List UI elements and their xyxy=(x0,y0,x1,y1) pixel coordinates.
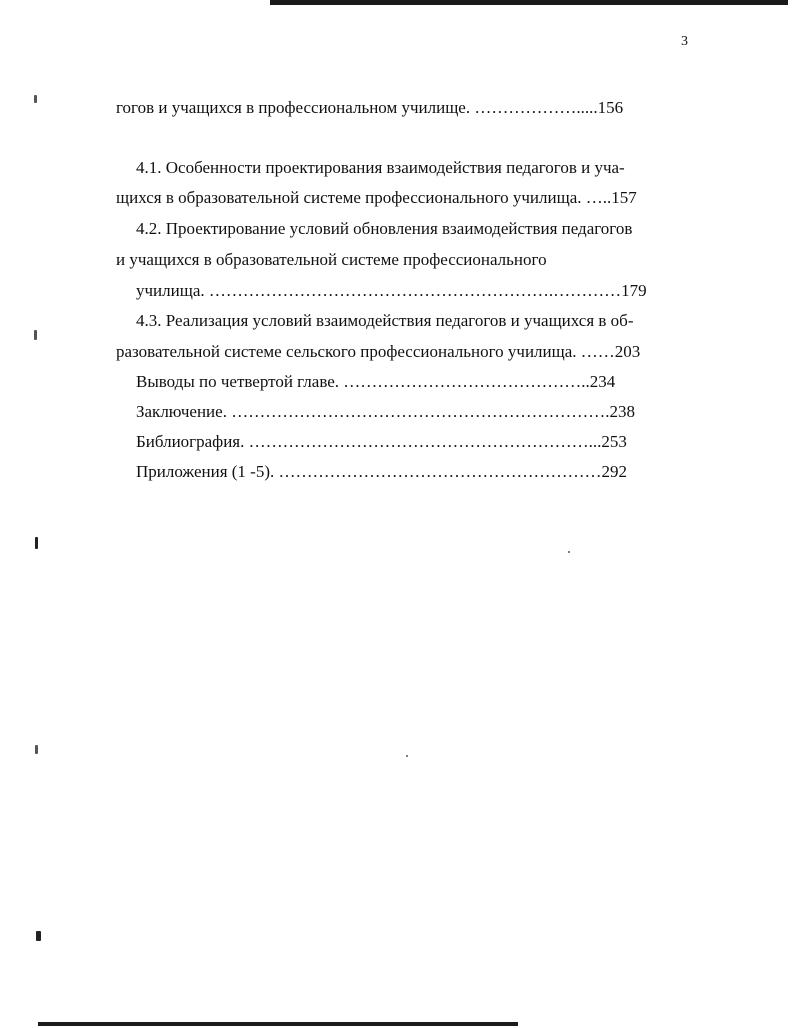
toc-entry-4-2-line-2: и учащихся в образовательной системе профессионального xyxy=(116,250,547,269)
scan-artifact xyxy=(35,537,38,549)
scan-artifact xyxy=(35,745,38,754)
page-number: 3 xyxy=(681,34,688,49)
bottom-border-rule xyxy=(38,1022,518,1026)
toc-entry-4-2-line-1: 4.2. Проектирование условий обновления взаимодействия педагогов xyxy=(136,219,633,238)
scan-artifact xyxy=(406,755,408,757)
scan-artifact xyxy=(36,931,41,941)
toc-entry-appendices: Приложения (1 -5). …………………………………………………292 xyxy=(136,462,627,481)
toc-entry-conclusion: Заключение. ………………………………………………………….238 xyxy=(136,402,635,421)
scan-artifact xyxy=(34,95,37,103)
scan-artifact xyxy=(568,551,570,553)
toc-entry-bibliography: Библиография. ……………………………………………………...253 xyxy=(136,432,627,451)
toc-entry-conclusions: Выводы по четвертой главе. ……………………………………..234 xyxy=(136,372,616,391)
toc-line-continuation: гогов и учащихся в профессиональном училище. ……………….....156 xyxy=(116,98,624,117)
top-border-rule xyxy=(270,0,788,5)
toc-entry-4-2-line-3: училища. …………………………………………………….…………179 xyxy=(136,281,647,300)
toc-entry-4-3-line-2: разовательной системе сельского профессионального училища. ……203 xyxy=(116,342,641,361)
toc-entry-4-3-line-1: 4.3. Реализация условий взаимодействия педагогов и учащихся в об- xyxy=(136,311,634,330)
toc-entry-4-1-line-2: щихся в образовательной системе профессионального училища. …..157 xyxy=(116,188,637,207)
scan-artifact xyxy=(34,330,37,340)
toc-entry-4-1-line-1: 4.1. Особенности проектирования взаимодействия педагогов и уча- xyxy=(136,158,625,177)
